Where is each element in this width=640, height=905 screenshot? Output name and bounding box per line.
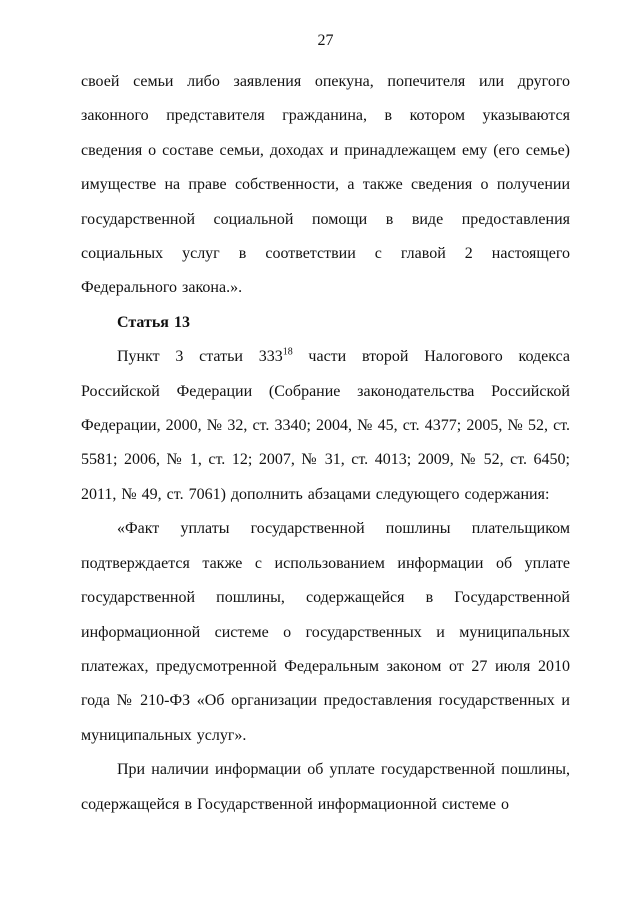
text-run: При наличии информации об уплате государственной пошлины, содержащейся в Государственной информационной системе о — [81, 761, 570, 813]
page-number: 27 — [317, 32, 334, 49]
superscript: 18 — [282, 346, 293, 358]
text-run: своей семьи либо заявления опекуна, попечителя или другого законного представителя гражданина, в котором указываются сведения о составе семьи, доходах и принадлежащем ему (его семье) имуществе на праве собственности, а также сведения о получении государственной социальной помощи в виде предоставления социальных услуг в соответствии с главой 2 настоящего Федерального закона.». — [81, 73, 570, 297]
paragraph — [81, 65, 570, 306]
text-run: Статья 13 — [117, 313, 190, 331]
paragraph — [81, 340, 570, 512]
text-run: части второй Налогового кодекса Российской Федерации (Собрание законодательства Российской Федерации, 2000, № 32, ст. 3340; 2004, № 45, ст. 4377; 2005, № 52, ст. 5581; 2006, № 1, ст. 12; 2007, № 31, ст. 4013; 2009, № 52, ст. 6450; 2011, № 49, ст. 7061) дополнить абзацами следующего содержания: — [81, 348, 571, 503]
text-run: «Факт уплаты государственной пошлины плательщиком подтверждается также с использованием информации об уплате государственной пошлины, содержащейся в Государственной информационной системе о государственных и муниципальных платежах, предусмотренной Федеральным законом от 27 июля 2010 года № 210-ФЗ «Об организации предоставления государственных и муниципальных услуг». — [81, 520, 570, 744]
text-run: Пункт 3 статьи 333 — [117, 348, 283, 366]
article-heading — [81, 306, 570, 340]
document-body — [81, 65, 570, 822]
paragraph — [81, 512, 570, 753]
paragraph — [81, 753, 570, 822]
